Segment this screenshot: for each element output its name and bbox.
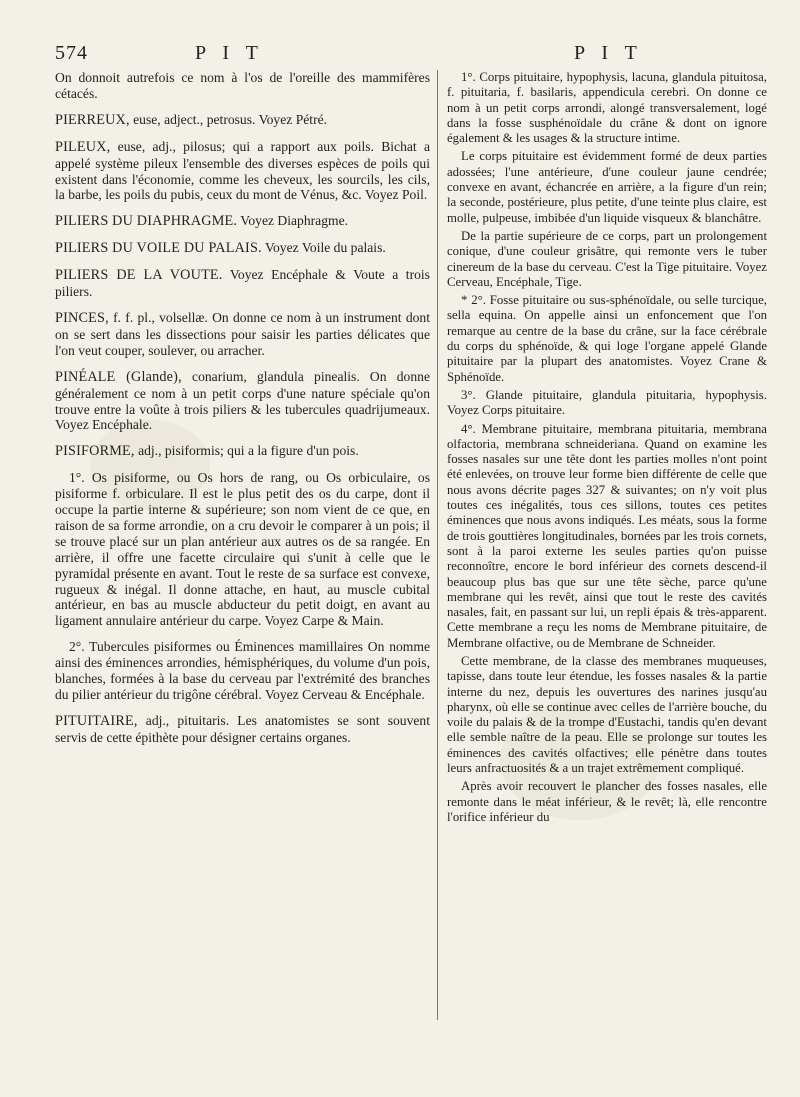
entry-body: Voyez Encéphale & Voute a trois piliers.: [55, 267, 430, 300]
running-head-right: P I T: [574, 42, 643, 64]
running-head-left: P I T: [195, 42, 264, 64]
page-header: [0, 20, 800, 64]
entry-piliers-voile: [55, 240, 430, 257]
paragraph: Après avoir recouvert le plancher des fosses nasales, elle remonte dans le méat inférieur, & le revêt; là, elle rencontre l'orifice inférieur du: [447, 779, 767, 824]
entry-pileux: [55, 139, 430, 204]
entry-body: euse, adject., petrosus. Voyez Pétré.: [129, 111, 328, 127]
entry-headword: PIERREUX,: [55, 111, 130, 128]
intro-paragraph: On donnoit autrefois ce nom à l'os de l'oreille des mammifères cétacés.: [55, 70, 430, 101]
entry-body: Voyez Diaphragme.: [237, 213, 349, 229]
paragraph: Le corps pituitaire est évidemment formé de deux parties adossées; l'une antérieure, d'une couleur jaune cendrée; convexe en avant, échancrée en arrière, a la figure d'un rein; la seconde, postérieure, plus petite, d'une teinte plus claire, est molle, pulpeuse, imbibée d'un liquide visqueux & blanchâtre.: [447, 149, 767, 225]
entry-headword: PILIERS DE LA VOUTE.: [55, 267, 223, 284]
left-column: [55, 70, 430, 756]
entry-piliers-voute: [55, 267, 430, 300]
paragraph: * 2°. Fosse pituitaire ou sus-sphénoïdale, ou selle turcique, sella equina. On appelle ainsi un enfoncement que l'on remarque au centre de la base du crâne, sur la face cérébrale du corps du sphénoïde, & qui loge l'organe appelé Glande pituitaire par la plupart des anatomistes. Voyez Crane & Sphénoïde.: [447, 293, 767, 384]
entry-headword: PILIERS DU DIAPHRAGME.: [55, 213, 238, 230]
entry-headword: PINÉALE (Glande),: [55, 368, 182, 385]
entry-body: Voyez Voile du palais.: [261, 240, 386, 256]
paragraph: 1°. Corps pituitaire, hypophysis, lacuna, glandula pituitosa, f. pituitaria, f. basilaris, appendicula cerebri. On donne ce nom à un petit corps arrondi, alongé transversalement, logé dans la fosse susphénoïdale du crâne & dont on ignore également & les usages & la structure intime.: [447, 70, 767, 146]
paragraph: De la partie supérieure de ce corps, part un prolongement conique, d'une couleur grisâtre, qui remonte vers le tuber cinereum de la base du cerveau. C'est la Tige pituitaire. Voyez Cerveau, Encéphale, Tige.: [447, 228, 767, 289]
entry-pisiforme: [55, 443, 430, 460]
entry-pituitaire: [55, 713, 430, 746]
entry-pinces: [55, 310, 430, 359]
entry-body: adj., pituitaris. Les anatomistes se sont souvent servis de cette épithète pour désigner certains organes.: [55, 712, 430, 745]
entry-subparagraph: 2°. Tubercules pisiformes ou Éminences mamillaires On nomme ainsi des éminences arrondies, hémisphériques, du volume d'un pois, blanches, formées à la base du cerveau par l'extrémité des branches du pilier antérieur du trigône cérébral. Voyez Cerveau & Encéphale.: [55, 639, 430, 702]
entry-body: f. f. pl., volsellæ. On donne ce nom à un instrument dont on se sert dans les dissections pour saisir les parties délicates que l'on veut couper, soulever, ou arracher.: [55, 309, 430, 358]
entry-headword: PILIERS DU VOILE DU PALAIS.: [55, 240, 262, 257]
paragraph: 4°. Membrane pituitaire, membrana pituitaria, membrana olfactoria, membrana schneideriana. Quand on examine les fosses nasales sur une tête dont les parties molles n'ont point été enlevées, on trouve leur forme bien différente de celle que nous avons décrite pages 327 & suivantes; on n'y voit plus toutes ces inégalités, tous ces sillons, toutes ces petites éminences que nous avons indiqués. Les méats, sous la forme de trois gouttières longitudinales, bornées par les trois cornets, sont à la paroi externe les seules parties qu'on puisse reconnoître, encore le bord inférieur des cornets descend-il beaucoup plus bas que sur une tête sèche, parce qu'une membrane qui les revêt, ainsi que tout le reste des cavités nasales, fait, en passant sur lui, un repli épais & très-apparent. Cette membrane a reçu les noms de Membrane pituitaire, de Membrane olfactive, ou de Membrane de Schneider.: [447, 421, 767, 650]
entry-subparagraph: 1°. Os pisiforme, ou Os hors de rang, ou Os orbiculaire, os pisiforme f. orbiculare. Il est le plus petit des os du carpe, dont il occupe la partie interne & supérieure; son nom vient de ce que, en raison de sa forme arrondie, on a cru devoir le comparer à un pois; il se trouve placé sur un plan antérieur aux autres os de sa rangée. En arrière, il offre une facette circulaire qui s'unit à celle que le pyramidal présente en avant. Tout le reste de sa surface est convexe, rugueux & inégal. Il donne attache, en haut, au muscle cubital antérieur, en bas au muscle abducteur du petit doigt, en avant au ligament annulaire antérieur du carpe. Voyez Carpe & Main.: [55, 470, 430, 629]
entry-pierreux: [55, 112, 430, 129]
entry-body: adj., pisiformis; qui a la figure d'un pois.: [134, 443, 359, 459]
right-column: [447, 70, 767, 828]
column-divider: [437, 70, 438, 1020]
entry-headword: PINCES,: [55, 309, 109, 326]
entry-pineale: [55, 369, 430, 434]
entry-headword: PILEUX,: [55, 138, 111, 155]
page-number: 574: [55, 42, 88, 64]
paragraph: 3°. Glande pituitaire, glandula pituitaria, hypophysis. Voyez Corps pituitaire.: [447, 387, 767, 418]
entry-body: conarium, glandula pinealis. On donne généralement ce nom à un petit corps d'une nature spéciale qu'on trouve entre la voûte à trois piliers & les tubercules quadrijumeaux. Voyez Encéphale.: [55, 368, 430, 433]
entry-headword: PISIFORME,: [55, 443, 135, 460]
entry-piliers-diaphragme: [55, 213, 430, 230]
entry-body: euse, adj., pilosus; qui a rapport aux poils. Bichat a appelé système pileux l'ensemble des diverses espèces de poils qui existent dans l'économie, comme les cheveux, les sourcils, les cils, la barbe, les poils du pubis, ceux du mont de Vénus, &c. Voyez Poil.: [55, 138, 430, 203]
entry-headword: PITUITAIRE,: [55, 712, 138, 729]
paragraph: Cette membrane, de la classe des membranes muqueuses, tapisse, dans toute leur étendue, les fosses nasales & la partie interne du nez, depuis les ouvertures des narines jusqu'au pharynx, où elle se continue avec celles de l'arrière bouche, du voile du palais & de la trompe d'Eustachi, tandis qu'en devant elle semble naître de la peau. Elle se prolonge sur toutes les éminences des cavités olfactives; elle pénètre dans toutes leurs anfractuosités & a un trajet extrêmement compliqué.: [447, 653, 767, 776]
